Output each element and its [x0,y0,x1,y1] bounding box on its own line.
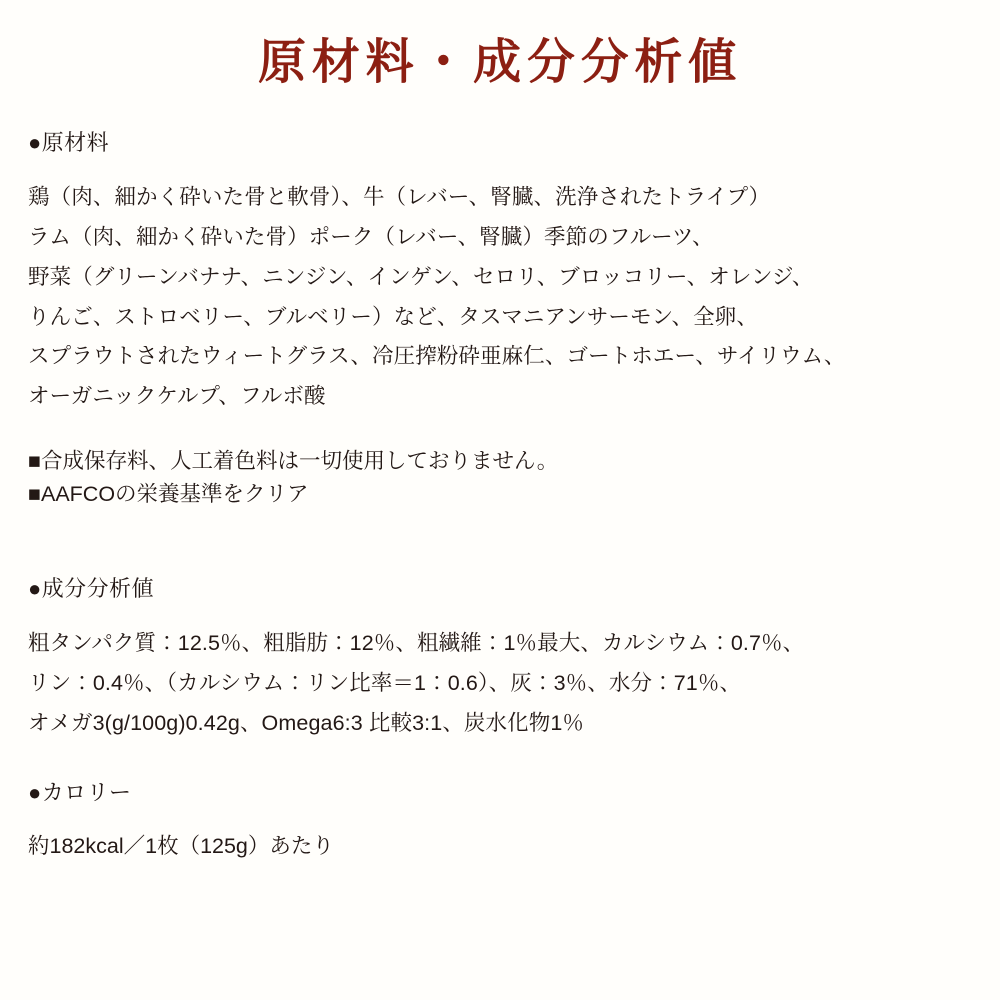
ingredients-heading: ●原材料 [28,129,110,155]
document-content [0,128,1000,863]
calories-heading: ●カロリー [28,779,132,805]
ingredients-line: 鶏（肉、細かく砕いた骨と軟骨）、牛（レバー、腎臓、洗浄されたトライプ） [28,185,771,210]
ingredients-notes [28,445,972,512]
ingredients-line: スプラウトされたウィートグラス、冷圧搾粉砕亜麻仁、ゴートホエー、サイリウム、 [28,344,846,369]
calories-line: 約182kcal／1枚（125g）あたり [28,833,334,858]
ingredients-note: ■AAFCOの栄養基準をクリア [28,482,309,507]
analysis-heading: ●成分分析値 [28,575,154,601]
ingredients-note: ■合成保存料、人工着色料は一切使用しておりません。 [28,448,559,473]
ingredients-line: オーガニックケルプ、フルボ酸 [28,384,326,409]
ingredients-line: ラム（肉、細かく砕いた骨）ポーク（レバー、腎臓）季節のフルーツ、 [28,225,714,250]
ingredients-line: 野菜（グリーンバナナ、ニンジン、インゲン、セロリ、ブロッコリー、オレンジ、 [28,264,814,289]
section-ingredients [28,128,972,512]
ingredients-body [28,178,972,417]
section-analysis [28,574,972,744]
page-title: 原材料・成分分析値 [258,36,742,89]
ingredients-line: りんご、ストロベリー、ブルベリー）など、タスマニアンサーモン、全卵、 [28,304,758,329]
analysis-body [28,624,972,743]
analysis-line: オメガ3(g/100g)0.42g、Omega6:3 比較3:1、炭水化物1％ [28,710,585,735]
section-spacer [28,512,972,574]
analysis-line: 粗タンパク質：12.5％、粗脂肪：12％、粗繊維：1％最大、カルシウム：0.7％、 [28,631,805,656]
section-spacer [28,744,972,778]
section-calories [28,778,972,863]
analysis-line: リン：0.4％、（カルシウム：リン比率＝1：0.6）、灰：3％、水分：71％、 [28,671,742,696]
